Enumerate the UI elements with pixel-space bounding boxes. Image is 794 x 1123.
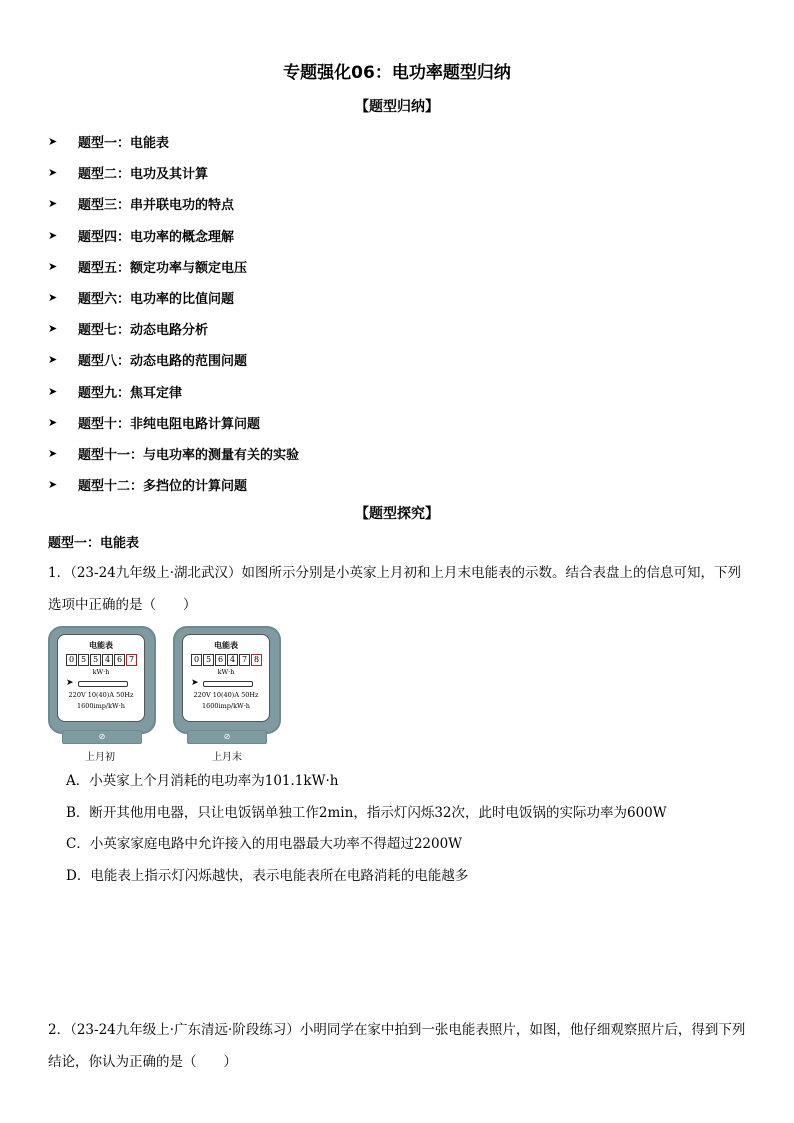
- option-d[interactable]: D．电能表上指示灯闪烁越快，表示电能表所在电路消耗的电能越多: [66, 867, 469, 884]
- arrow-icon: ➤: [191, 678, 199, 688]
- meter-title: 电能表: [214, 641, 238, 650]
- arrowhead-icon: ➤: [48, 135, 58, 149]
- meter-unit: kW·h: [217, 668, 235, 676]
- list-item-label: 题型十一：与电功率的测量有关的实验: [78, 447, 300, 463]
- list-item-label: 题型一：电能表: [78, 136, 170, 152]
- meter-face: [182, 634, 270, 722]
- type-list: [48, 126, 299, 500]
- arrowhead-icon: ➤: [48, 478, 58, 492]
- meter-unit: kW·h: [92, 668, 110, 676]
- explore-heading: 【题型探究】: [355, 506, 439, 522]
- list-item: [48, 313, 299, 344]
- meter-digit: 5: [203, 654, 214, 666]
- list-item-label: 题型七：动态电路分析: [78, 323, 209, 339]
- seal-icon: ⊘: [62, 730, 142, 744]
- meter-spec: 220V 10(40)A 50Hz: [68, 691, 134, 699]
- meter-digit: 6: [114, 654, 125, 666]
- arrow-icon: ➤: [66, 678, 74, 688]
- meter-icon: [173, 626, 281, 744]
- meter-spec: 1600imp/kW·h: [76, 702, 125, 710]
- meter-digit: 4: [102, 654, 113, 666]
- arrowhead-icon: ➤: [48, 446, 58, 460]
- list-item: [48, 157, 299, 188]
- list-item: [48, 126, 299, 157]
- meter-reading: [66, 654, 138, 666]
- list-item-label: 题型八：动态电路的范围问题: [78, 354, 248, 370]
- list-item-label: 题型四：电功率的概念理解: [78, 229, 235, 245]
- meter-reading: [191, 654, 263, 666]
- arrowhead-icon: ➤: [48, 197, 58, 211]
- list-item: [48, 438, 299, 469]
- list-item-label: 题型十二：多挡位的计算问题: [78, 479, 248, 495]
- arrowhead-icon: ➤: [48, 291, 58, 305]
- list-item-label: 题型九：焦耳定律: [78, 385, 183, 401]
- meter-face: [57, 634, 145, 722]
- list-item: [48, 188, 299, 219]
- list-item-label: 题型六：电功率的比值问题: [78, 292, 235, 308]
- option-a[interactable]: A．小英家上个月消耗的电功率为101.1kW·h: [66, 773, 339, 789]
- option-b[interactable]: B．断开其他用电器，只让电饭锅单独工作2min，指示灯闪烁32次，此时电饭锅的实际功率为600W: [66, 804, 667, 821]
- type-heading: 题型一：电能表: [48, 536, 140, 551]
- meter-title: 电能表: [89, 641, 113, 650]
- arrowhead-icon: ➤: [48, 384, 58, 398]
- arrowhead-icon: ➤: [48, 353, 58, 367]
- list-item: [48, 251, 299, 282]
- question-2-text: 2．（23-24九年级上·广东清远·阶段练习）小明同学在家中拍到一张电能表照片，如图，他仔细观察照片后，得到下列结论，你认为正确的是（ ）: [48, 1022, 746, 1070]
- meter-digit: 5: [78, 654, 89, 666]
- meter-digit: 4: [227, 654, 238, 666]
- meter-digit: 7: [126, 654, 137, 666]
- meter-digit: 5: [90, 654, 101, 666]
- list-item-label: 题型三：串并联电功的特点: [78, 198, 235, 214]
- list-item-label: 题型二：电功及其计算: [78, 167, 209, 183]
- question-1-text: 1．（23-24九年级上·湖北武汉）如图所示分别是小英家上月初和上月末电能表的示数。结合表盘上的信息可知，下列选项中正确的是（ ）: [48, 565, 742, 613]
- arrowhead-icon: ➤: [48, 228, 58, 242]
- page-title: 专题强化06：电功率题型归纳: [283, 63, 511, 83]
- list-item: [48, 407, 299, 438]
- list-item: [48, 469, 299, 500]
- meter-icon: [48, 626, 156, 744]
- meter-caption: 上月初: [85, 752, 115, 763]
- question-1-options: [66, 766, 667, 892]
- arrowhead-icon: ➤: [48, 166, 58, 180]
- meter-digit: 0: [191, 654, 202, 666]
- meter-caption: 上月末: [212, 752, 242, 763]
- meter-spec: 220V 10(40)A 50Hz: [193, 691, 259, 699]
- meter-indicator-bar: [78, 681, 128, 687]
- list-item-label: 题型十：非纯电阻电路计算问题: [78, 416, 261, 432]
- list-item: [48, 376, 299, 407]
- arrowhead-icon: ➤: [48, 259, 58, 273]
- meter-indicator-bar: [203, 681, 253, 687]
- meter-digit: 6: [215, 654, 226, 666]
- meter-digit: 8: [251, 654, 262, 666]
- list-item: [48, 220, 299, 251]
- list-item-label: 题型五：额定功率与额定电压: [78, 260, 248, 276]
- meter-spec: 1600imp/kW·h: [201, 702, 250, 710]
- list-item: [48, 344, 299, 375]
- arrowhead-icon: ➤: [48, 322, 58, 336]
- list-item: [48, 282, 299, 313]
- seal-icon: ⊘: [187, 730, 267, 744]
- arrowhead-icon: ➤: [48, 415, 58, 429]
- summary-heading: 【题型归纳】: [355, 99, 439, 115]
- meter-digit: 7: [239, 654, 250, 666]
- meter-digit: 0: [66, 654, 77, 666]
- option-c[interactable]: C．小英家家庭电路中允许接入的用电器最大功率不得超过2200W: [66, 836, 463, 852]
